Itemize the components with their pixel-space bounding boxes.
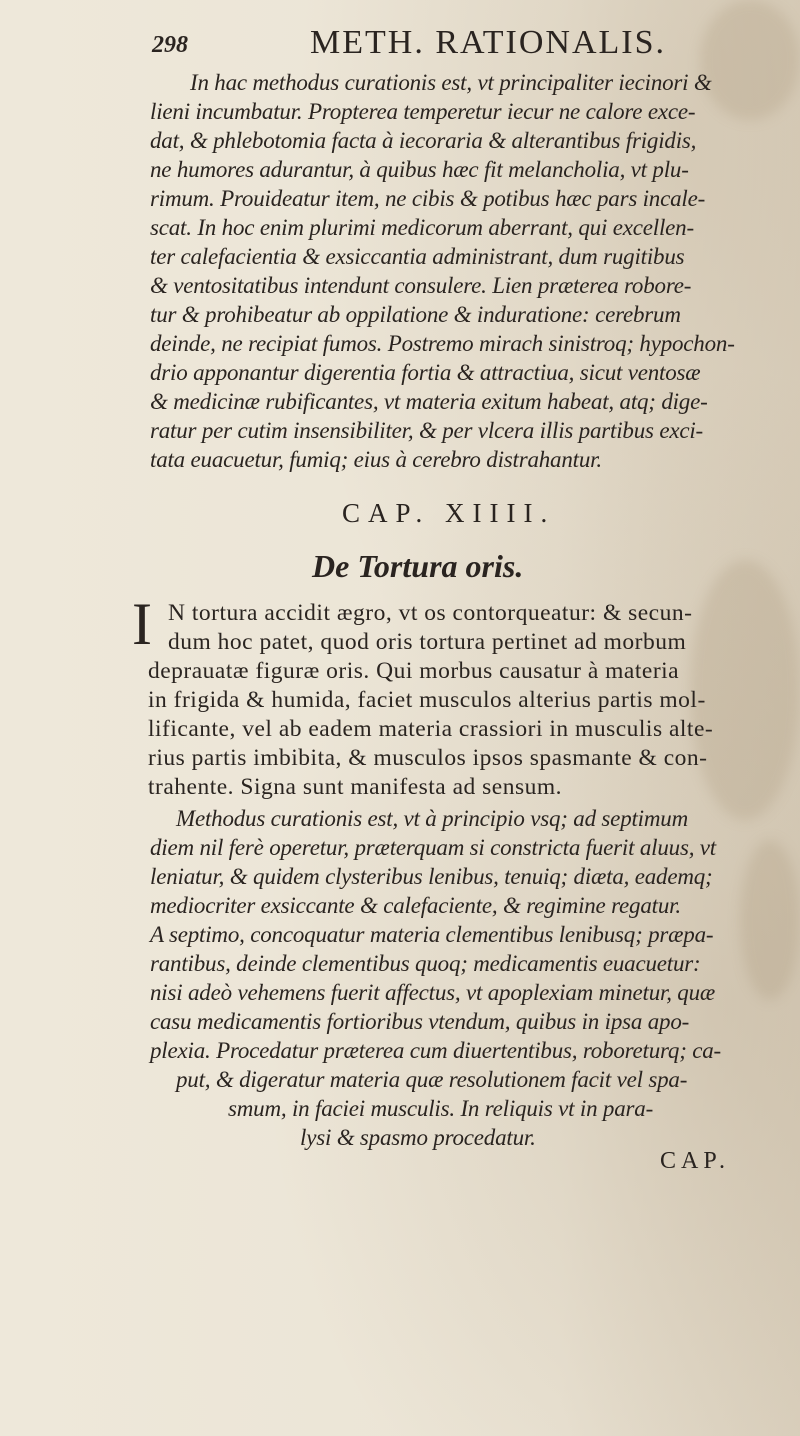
- text-line: smum, in faciei musculis. In reliquis vt in para-: [228, 1096, 654, 1121]
- text-line: ter calefacientia & exsiccantia administrant, dum rugitibus: [150, 244, 685, 269]
- chapter-title: De Tortura oris.: [312, 548, 524, 584]
- text-line: tur & prohibeatur ab oppilatione & induratione: cerebrum: [150, 302, 681, 327]
- text-line: plexia. Procedatur præterea cum diuertentibus, roboreturq; ca-: [150, 1038, 722, 1063]
- text-line: casu medicamentis fortioribus vtendum, quibus in ipsa apo-: [150, 1009, 690, 1034]
- paper-stain: [740, 840, 800, 1000]
- text-line: lieni incumbatur. Propterea temperetur iecur ne calore exce-: [150, 99, 696, 124]
- text-line: dat, & phlebotomia facta à iecoraria & alterantibus frigidis,: [150, 128, 697, 153]
- text-line: A septimo, concoquatur materia clementibus lenibusq; præpa-: [150, 922, 714, 947]
- text-line: lificante, vel ab eadem materia crassiori in musculis alte-: [148, 716, 714, 742]
- text-line: rimum. Prouideatur item, ne cibis & potibus hæc pars incale-: [150, 186, 706, 211]
- text-line: N tortura accidit ægro, vt os contorqueatur: & secun-: [168, 600, 693, 626]
- text-line: tata euacuetur, fumiq; eius à cerebro distrahantur.: [150, 447, 602, 472]
- chapter-number: CAP. XIIII.: [342, 498, 556, 528]
- text-line: diem nil ferè operetur, præterquam si constricta fuerit aluus, vt: [150, 835, 716, 860]
- text-line: Methodus curationis est, vt à principio vsq; ad septimum: [176, 806, 688, 831]
- text-line: trahente. Signa sunt manifesta ad sensum.: [148, 774, 563, 800]
- text-line: lysi & spasmo procedatur.: [300, 1125, 536, 1150]
- text-line: dum hoc patet, quod oris tortura pertinet ad morbum: [168, 629, 687, 655]
- drop-cap: I: [132, 591, 152, 657]
- text-line: deprauatæ figuræ oris. Qui morbus causatur à materia: [148, 658, 680, 684]
- text-line: leniatur, & quidem clysteribus lenibus, tenuiq; diæta, eademq;: [150, 864, 713, 889]
- text-line: in frigida & humida, faciet musculos alterius partis mol-: [148, 687, 706, 713]
- text-line: mediocriter exsiccante & calefaciente, & regimine regatur.: [150, 893, 681, 918]
- text-line: nisi adeò vehemens fuerit affectus, vt apoplexiam minetur, quæ: [150, 980, 716, 1005]
- text-line: rius partis imbibita, & musculos ipsos spasmante & con-: [148, 745, 708, 771]
- text-line: drio apponantur digerentia fortia & attractiua, sicut ventosæ: [150, 360, 701, 385]
- catchword: CAP.: [660, 1148, 731, 1174]
- page-header: [0, 24, 800, 64]
- text-line: ratur per cutim insensibiliter, & per vlcera illis partibus exci-: [150, 418, 703, 443]
- page-number: 298: [152, 32, 188, 58]
- text-line: ne humores adurantur, à quibus hæc fit melancholia, vt plu-: [150, 157, 689, 182]
- text-line: rantibus, deinde clementibus quoq; medicamentis euacuetur:: [150, 951, 701, 976]
- text-line: put, & digeratur materia quæ resolutionem facit vel spa-: [176, 1067, 688, 1092]
- text-line: In hac methodus curationis est, vt principaliter iecinori &: [190, 70, 712, 95]
- paper-stain: [690, 560, 800, 820]
- text-line: & medicinæ rubificantes, vt materia exitum habeat, atq; dige-: [150, 389, 708, 414]
- text-line: & ventositatibus intendunt consulere. Lien præterea robore-: [150, 273, 692, 298]
- text-line: scat. In hoc enim plurimi medicorum aberrant, qui excellen-: [150, 215, 694, 240]
- running-head: METH. RATIONALIS.: [310, 24, 667, 61]
- text-line: deinde, ne recipiat fumos. Postremo mirach sinistroq; hypochon-: [150, 331, 735, 356]
